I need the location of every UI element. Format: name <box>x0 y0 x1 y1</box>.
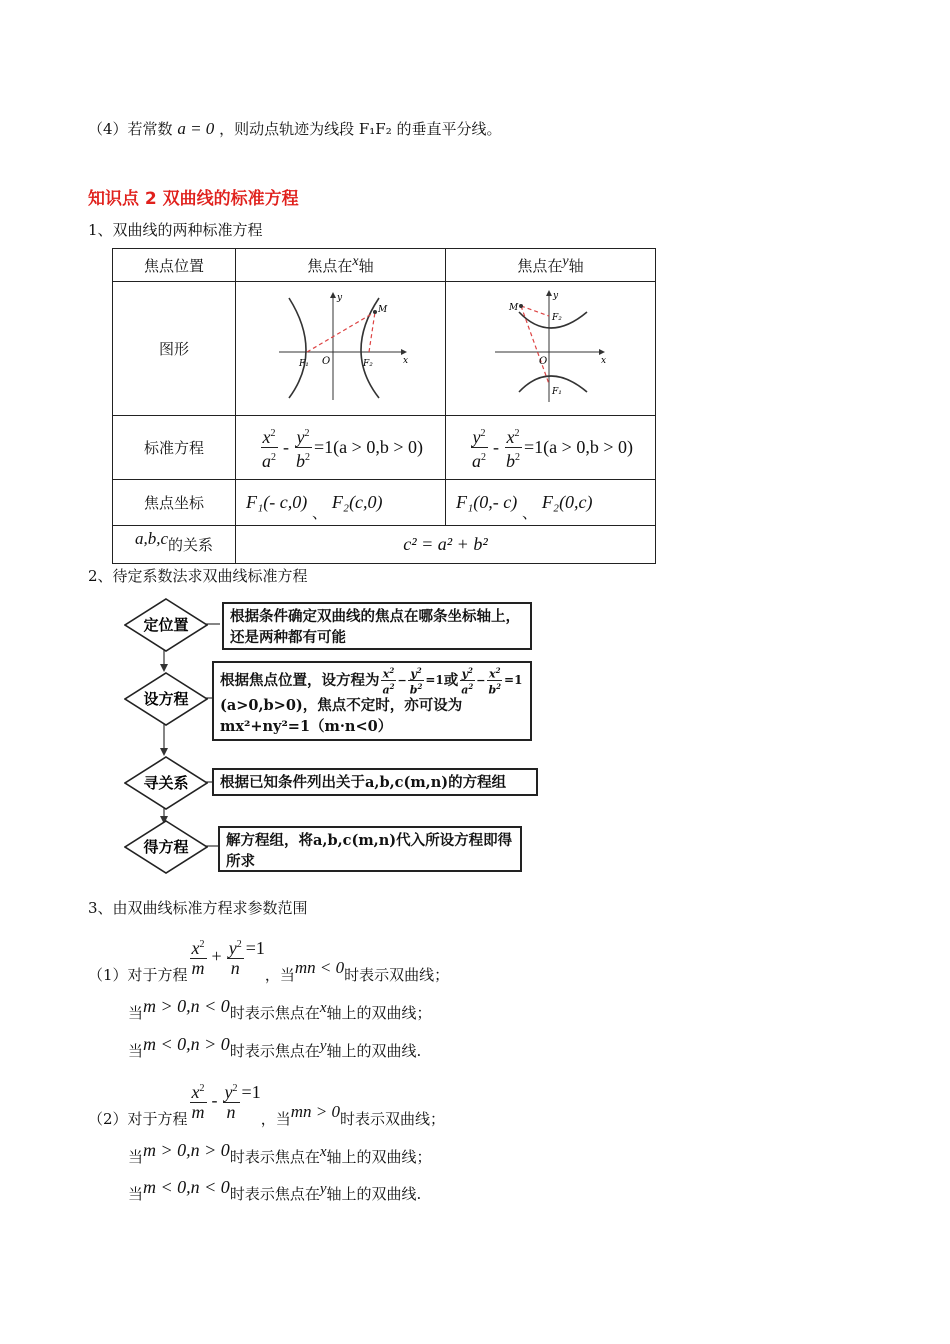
part1-a-pre: 当 <box>128 1004 144 1022</box>
intro-suffix: ，则动点轨迹为线段 F₁F₂ 的垂直平分线。 <box>219 120 502 138</box>
flow-frac-y2-b2: $\frac{y^2}{b^2}$ <box>409 666 423 697</box>
foci-y-2: F₂(0,c) <box>541 492 593 512</box>
part2-a-var: x <box>319 1144 327 1160</box>
part1-line-b <box>128 1034 422 1060</box>
row-label-figure: 图形 <box>113 282 236 416</box>
diamond-set-equation <box>124 672 208 726</box>
part2-line-a <box>128 1140 432 1166</box>
part2-label: （2）对于方程 <box>88 1110 188 1128</box>
table-relation-row <box>113 526 656 564</box>
foci-y-sep: 、 <box>522 504 538 522</box>
flow-set-line3: mx²+ny²=1（m·n<0） <box>220 718 393 736</box>
equation-x: $\frac{x^2}{a^2}$ - $\frac{y^2}{b^2}$ =1(a > 0,b > 0) <box>258 424 423 471</box>
part2-a-post: 轴上的双曲线； <box>326 1148 432 1166</box>
header-y-post: 轴 <box>568 257 584 275</box>
part2-cond: mn > 0 <box>290 1101 340 1121</box>
diamond-find-label: 寻关系 <box>143 774 189 792</box>
header-x-pre: 焦点在 <box>307 257 353 275</box>
flow-set-line1: 根据焦点位置，设方程为 $\frac{x^2}{a^2}$ − $\frac{y^2}{b^2}$ =1 或 $\frac{y^2}{a^2}$ − $\frac{x^2}{b^2}$ =1 <box>220 666 523 697</box>
flow-box-find-relation: 根据已知条件列出关于a,b,c(m,n)的方程组 <box>212 768 538 796</box>
frac-y2-a2: $\frac{y^2}{a^2}$ <box>470 424 488 471</box>
frac-x2-b2: $\frac{x^2}{b^2}$ <box>504 424 522 471</box>
flow-box-get-equation: 解方程组，将a,b,c(m,n)代入所设方程即得所求 <box>218 826 522 872</box>
part2-b-var: y <box>319 1181 327 1197</box>
part2-cond-post: 时表示双曲线； <box>339 1110 445 1128</box>
part1-label: （1）对于方程 <box>88 966 188 984</box>
part1-line <box>88 928 449 985</box>
label-y: y <box>552 290 558 301</box>
part2-line-b <box>128 1177 422 1203</box>
part2-a-mid: 时表示焦点在 <box>229 1148 320 1166</box>
hyperbola-y-graph <box>491 288 611 406</box>
table-header-row <box>113 249 656 282</box>
part2-a-pre: 当 <box>128 1148 144 1166</box>
flow-frac-x2-b2: $\frac{x^2}{b^2}$ <box>488 666 502 697</box>
label-m: M <box>508 302 518 313</box>
part2-eq-tail: =1 <box>241 1082 261 1102</box>
flow-frac-x2-a2: $\frac{x^2}{a^2}$ <box>382 666 395 697</box>
figure-y-axis-cell <box>446 282 656 416</box>
label-f2: F₂ <box>551 312 562 323</box>
label-x: x <box>402 355 408 366</box>
label-f1: F₁ <box>551 386 562 397</box>
x-axis-arrow <box>401 349 407 355</box>
dashed-f1-m <box>307 312 375 352</box>
label-origin: O <box>321 355 330 367</box>
part1-b-var: y <box>319 1038 327 1054</box>
standard-equation-table <box>112 248 656 564</box>
diamond-locate-label: 定位置 <box>143 616 189 634</box>
dashed-m-f2 <box>521 306 549 316</box>
item3-title: 3、由双曲线标准方程求参数范围 <box>88 899 308 917</box>
label-y: y <box>336 292 342 303</box>
intro-prefix: （4）若常数 <box>88 120 173 138</box>
part2-frac-y2-n: $\frac{y^2}{n}$ <box>223 1079 240 1122</box>
label-origin: O <box>538 355 547 367</box>
point-m <box>373 310 377 314</box>
flow-box-locate: 根据条件确定双曲线的焦点在哪条坐标轴上，还是两种都有可能 <box>222 602 532 650</box>
part1-cond-post: 时表示双曲线； <box>344 966 450 984</box>
part1-eq-tail: =1 <box>245 938 265 958</box>
equation-x-cell <box>236 416 446 480</box>
dashed-f2-m <box>369 312 375 352</box>
equation-x-condition: =1(a > 0,b > 0) <box>314 437 423 457</box>
frac-x2-a2: $\frac{x^2}{a^2}$ <box>260 424 278 471</box>
header-x-axis <box>236 249 446 282</box>
part2-b-pre: 当 <box>128 1185 144 1203</box>
part1-b-mid: 时表示焦点在 <box>229 1042 320 1060</box>
equation-y-condition: =1(a > 0,b > 0) <box>524 437 633 457</box>
table-foci-row <box>113 480 656 526</box>
item2-title: 2、待定系数法求双曲线标准方程 <box>88 567 308 585</box>
label-x: x <box>600 355 606 366</box>
part1-a-var: x <box>319 1000 327 1016</box>
foci-x-sep: 、 <box>312 504 328 522</box>
table-figure-row <box>113 282 656 416</box>
header-y-pre: 焦点在 <box>517 257 563 275</box>
diamond-find-relation <box>124 756 208 810</box>
flow-frac-y2-a2: $\frac{y^2}{a^2}$ <box>461 666 474 697</box>
part2-a-math: m > 0,n > 0 <box>143 1140 230 1160</box>
foci-x-1: F₁(- c,0) <box>246 492 308 512</box>
foci-y-1: F₁(0,- c) <box>456 492 518 512</box>
part1-a-mid: 时表示焦点在 <box>229 1004 320 1022</box>
part2-equation: $\frac{x^2}{m}$ - $\frac{y^2}{n}$ =1 <box>188 1079 261 1122</box>
intro-math: a = 0 <box>177 119 215 138</box>
left-branch <box>289 298 306 398</box>
part1-cond-pre: ，当 <box>264 966 295 984</box>
header-y-var: y <box>562 254 569 269</box>
item1-title: 1、双曲线的两种标准方程 <box>88 221 263 239</box>
part2-frac-x2-m: $\frac{x^2}{m}$ <box>190 1079 207 1122</box>
flow-set-pre: 根据焦点位置，设方程为 <box>220 671 380 689</box>
foci-y-cell <box>446 480 656 526</box>
x-axis-arrow <box>599 349 605 355</box>
label-f1: F₁ <box>298 358 309 369</box>
y-axis-arrow <box>330 292 336 298</box>
flow-eq-tail-2: =1 <box>504 672 523 687</box>
point-m <box>519 304 523 308</box>
part2-line <box>88 1072 445 1129</box>
part2-cond-pre: ，当 <box>260 1110 291 1128</box>
foci-x-cell <box>236 480 446 526</box>
relation-formula: c² = a² + b² <box>403 534 488 554</box>
flow-eq-tail-1: =1 <box>425 672 444 687</box>
flow-box-set-equation <box>212 661 532 741</box>
figure-x-axis-cell <box>236 282 446 416</box>
diamond-get-equation <box>124 820 208 874</box>
header-y-axis <box>446 249 656 282</box>
row-label-foci: 焦点坐标 <box>113 480 236 526</box>
diamond-get-label: 得方程 <box>143 838 189 856</box>
flow-set-line2: (a>0,b>0)，焦点不定时，亦可设为 <box>220 697 463 715</box>
part2-b-mid: 时表示焦点在 <box>229 1185 320 1203</box>
section-heading: 知识点 2 双曲线的标准方程 <box>88 189 299 209</box>
part1-line-a <box>128 996 432 1022</box>
part1-frac-x2-m: $\frac{x^2}{m}$ <box>190 935 207 978</box>
part2-b-math: m < 0,n < 0 <box>143 1177 230 1197</box>
part2-b-post: 轴上的双曲线. <box>326 1185 422 1203</box>
equation-y: $\frac{y^2}{a^2}$ - $\frac{x^2}{b^2}$ =1(a > 0,b > 0) <box>468 424 633 471</box>
part1-b-post: 轴上的双曲线. <box>326 1042 422 1060</box>
part1-cond: mn < 0 <box>294 957 345 977</box>
hyperbola-x-graph <box>271 288 411 406</box>
part1-frac-y2-n: $\frac{y^2}{n}$ <box>227 935 244 978</box>
relation-vars: a,b,c <box>134 529 169 548</box>
y-axis-arrow <box>546 290 552 296</box>
label-m: M <box>377 304 387 315</box>
header-focus-position: 焦点位置 <box>113 249 236 282</box>
flow-set-or: 或 <box>443 671 459 689</box>
part1-a-math: m > 0,n < 0 <box>143 996 230 1016</box>
part1-b-math: m < 0,n > 0 <box>143 1034 230 1054</box>
equation-y-cell <box>446 416 656 480</box>
foci-x-2: F₂(c,0) <box>331 492 383 512</box>
relation-suffix: 的关系 <box>168 536 214 554</box>
part1-a-post: 轴上的双曲线； <box>326 1004 432 1022</box>
diamond-locate <box>124 598 208 652</box>
row-label-relation <box>113 526 236 564</box>
part1-equation: $\frac{x^2}{m}$ + $\frac{y^2}{n}$ =1 <box>188 935 265 978</box>
part1-b-pre: 当 <box>128 1042 144 1060</box>
table-equation-row <box>113 416 656 480</box>
frac-y2-b2: $\frac{y^2}{b^2}$ <box>294 424 312 471</box>
relation-cell <box>236 526 656 564</box>
intro-line <box>88 118 501 139</box>
label-f2: F₂ <box>362 358 373 369</box>
diamond-set-label: 设方程 <box>143 690 189 708</box>
header-x-var: x <box>352 254 359 269</box>
row-label-equation: 标准方程 <box>113 416 236 480</box>
header-x-post: 轴 <box>358 257 374 275</box>
